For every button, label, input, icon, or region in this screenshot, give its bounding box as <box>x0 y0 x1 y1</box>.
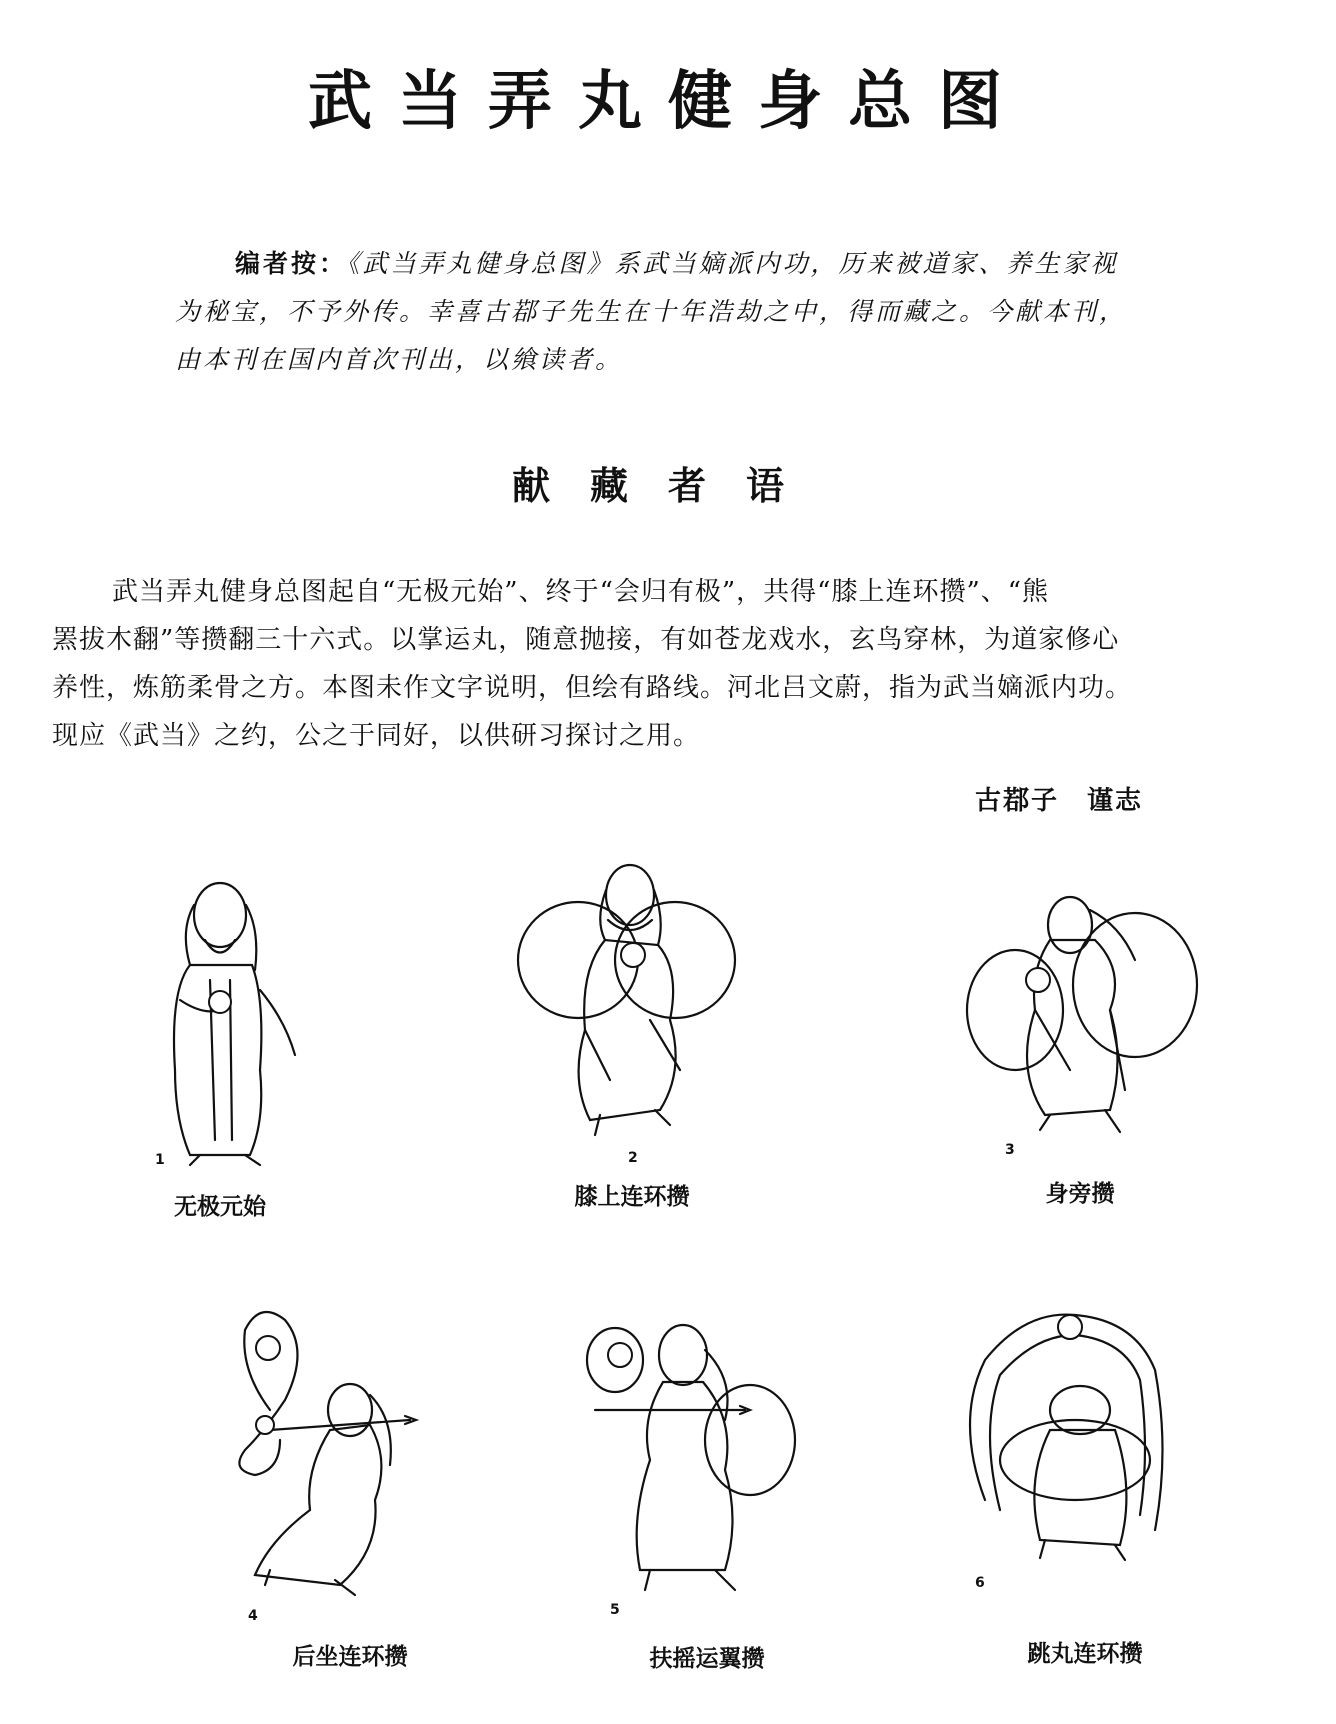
preface-paragraph <box>52 568 1292 760</box>
figure-1-illustration <box>120 870 420 1170</box>
figure-5-illustration <box>575 1310 875 1610</box>
figure-5 <box>575 1310 875 1672</box>
figure-6 <box>955 1300 1255 1667</box>
figure-6-caption: 跳丸连环攒 <box>1027 1641 1143 1667</box>
figure-4 <box>210 1300 510 1670</box>
figure-5-caption: 扶摇运翼攒 <box>649 1646 765 1672</box>
figure-2-caption: 膝上连环攒 <box>574 1184 690 1210</box>
figure-2-illustration <box>510 860 810 1160</box>
editor-note <box>175 240 1255 384</box>
preface-line-1: 武当弄丸健身总图起自“无极元始”、终于“会归有极”，共得“膝上连环攒”、“熊 <box>112 577 1050 607</box>
figure-2-number: 2 <box>628 1150 638 1166</box>
figure-4-illustration <box>210 1300 510 1600</box>
figure-3 <box>935 870 1235 1210</box>
figure-3-illustration <box>935 870 1235 1170</box>
editor-note-label: 编者按： <box>235 249 348 278</box>
preface-line-2: 罴拔木翻”等攒翻三十六式。以掌运丸，随意抛接，有如苍龙戏水，玄鸟穿林，为道家修心 <box>52 625 1120 655</box>
editor-note-line-2: 为秘宝，不予外传。幸喜古鄀子先生在十年浩劫之中，得而藏之。今献本刊， <box>175 297 1128 326</box>
figure-5-number: 5 <box>610 1602 620 1618</box>
figure-1-number: 1 <box>155 1152 165 1168</box>
figure-4-caption: 后坐连环攒 <box>292 1644 408 1670</box>
figure-6-number: 6 <box>975 1575 985 1591</box>
page-title: 武当弄丸健身总图 <box>308 65 1028 139</box>
signature: 古鄀子 谨志 <box>975 786 1144 816</box>
figure-6-illustration <box>955 1300 1255 1600</box>
figure-3-caption: 身旁攒 <box>1045 1181 1115 1207</box>
editor-note-line-1: 《武当弄丸健身总图》系武当嫡派内功，历来被道家、养生家视 <box>347 249 1119 278</box>
figure-4-number: 4 <box>248 1608 258 1624</box>
preface-line-4: 现应《武当》之约，公之于同好，以供研习探讨之用。 <box>52 721 701 751</box>
editor-note-line-3: 由本刊在国内首次刊出，以飨读者。 <box>175 345 624 374</box>
figure-1-caption: 无极元始 <box>174 1194 266 1220</box>
section-heading: 献藏者语 <box>511 464 824 508</box>
figure-1 <box>120 870 420 1220</box>
figure-2 <box>510 860 810 1210</box>
figure-3-number: 3 <box>1005 1142 1015 1158</box>
preface-line-3: 养性，炼筋柔骨之方。本图未作文字说明，但绘有路线。河北吕文蔚，指为武当嫡派内功。 <box>52 673 1133 703</box>
